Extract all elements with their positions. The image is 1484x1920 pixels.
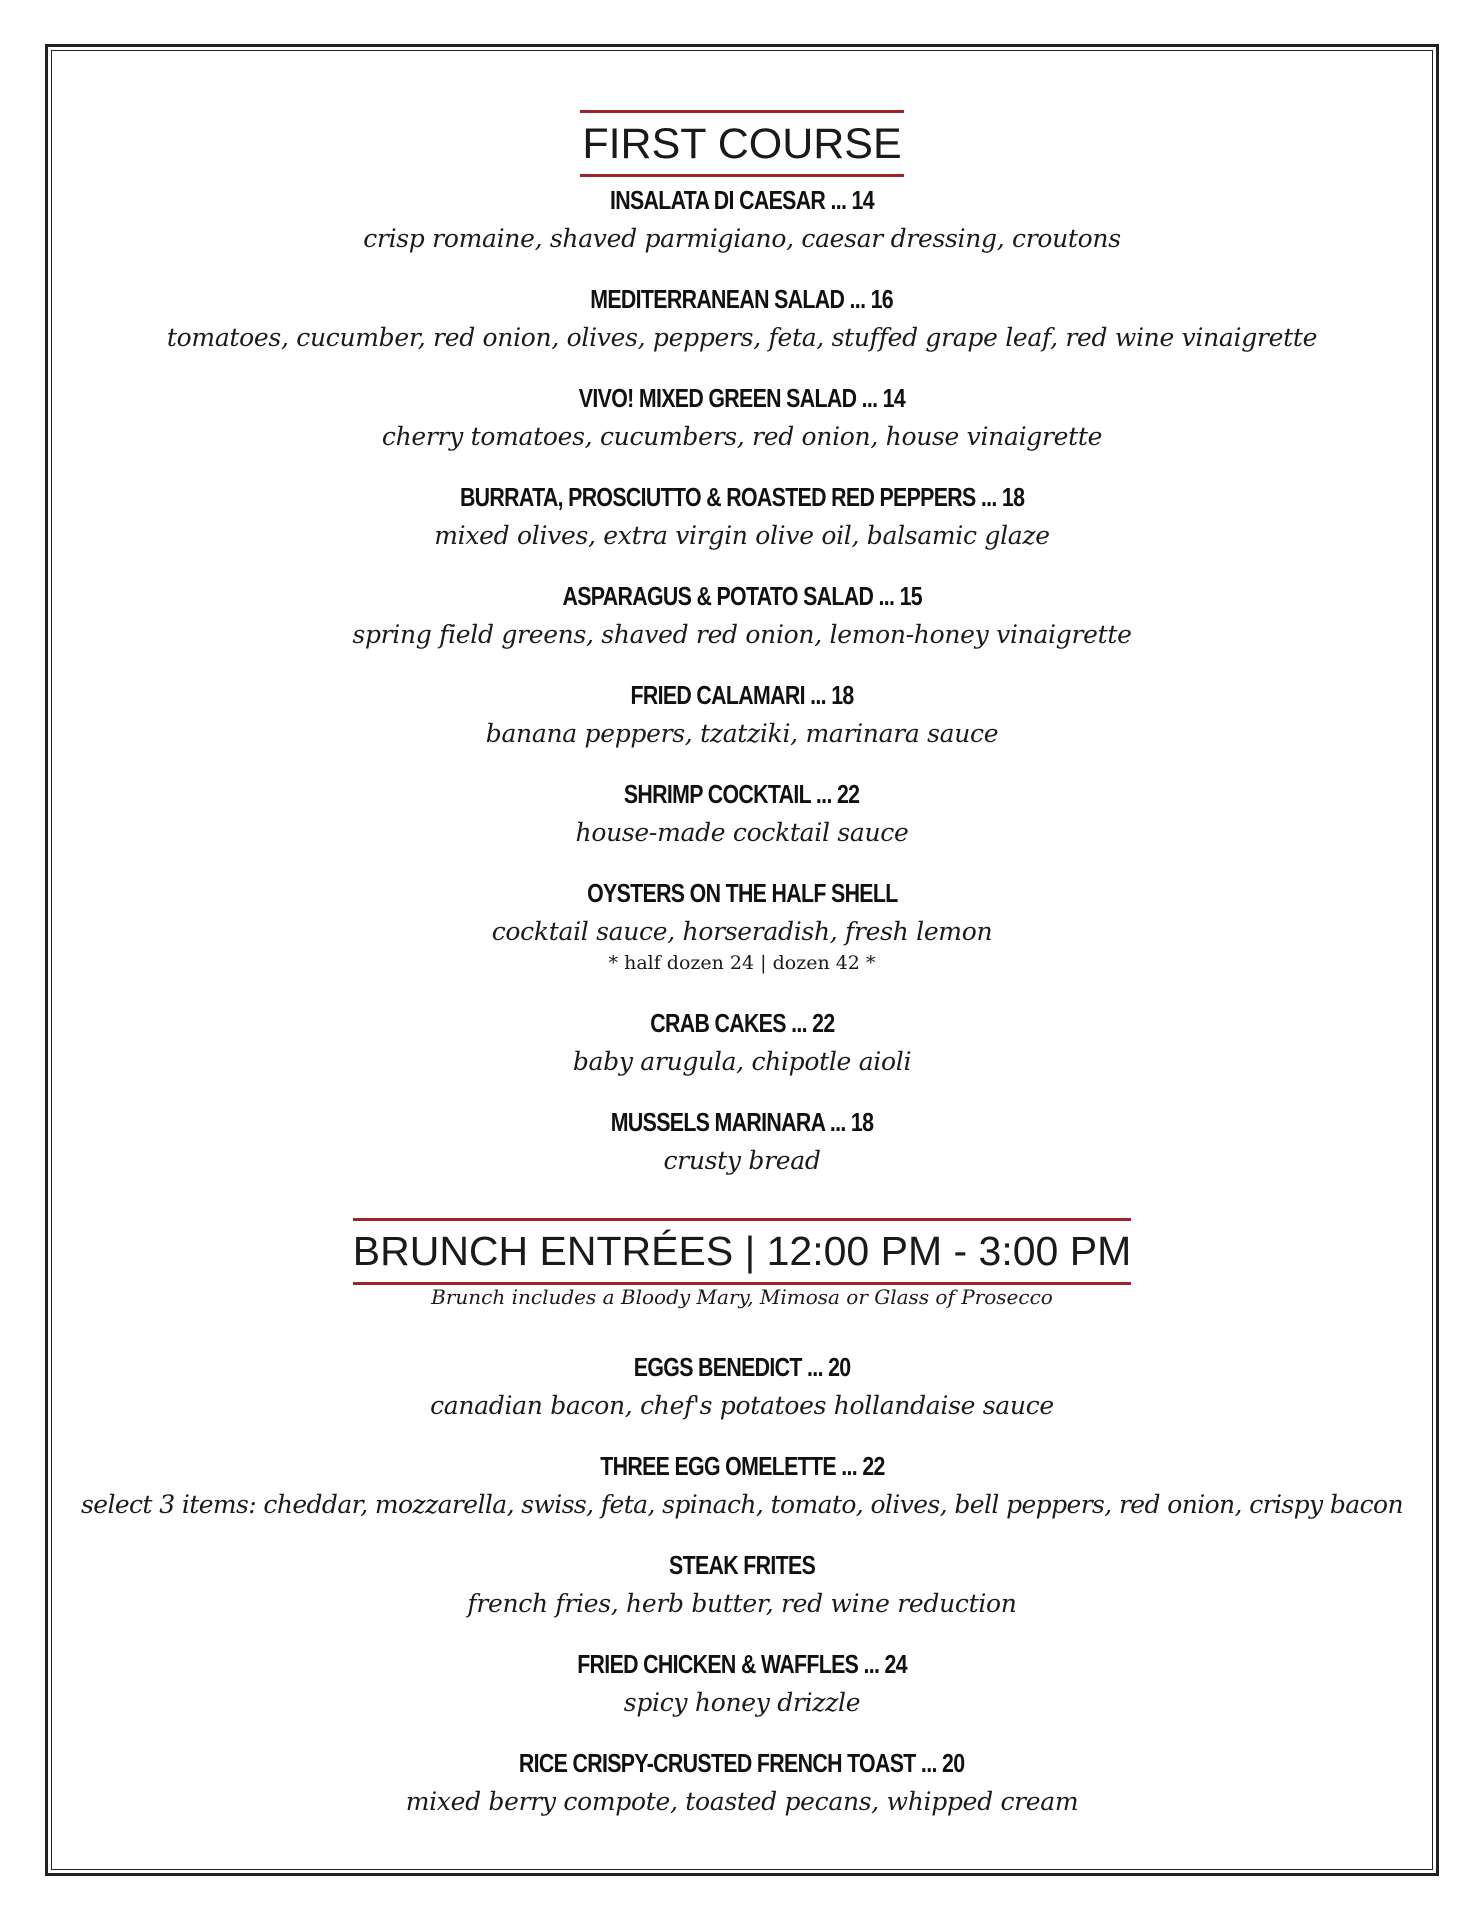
item-description: house-made cocktail sauce <box>575 818 909 847</box>
brunch-inclusion-note: Brunch includes a Bloody Mary, Mimosa or Glass of Prosecco <box>431 1285 1053 1309</box>
item-description: crisp romaine, shaved parmigiano, caesar dressing, croutons <box>363 224 1121 253</box>
menu-item <box>60 1450 1424 1522</box>
item-name: STEAK FRITES <box>668 1550 816 1580</box>
item-name: MEDITERRANEAN SALAD ... 16 <box>590 284 894 314</box>
item-description: crusty bread <box>663 1146 821 1175</box>
item-name: INSALATA DI CAESAR ... 14 <box>610 185 874 215</box>
item-description: banana peppers, tzatziki, marinara sauce <box>485 719 999 748</box>
menu-item <box>60 1747 1424 1819</box>
item-name: EGGS BENEDICT ... 20 <box>633 1352 851 1382</box>
menu-item <box>60 877 1424 975</box>
item-description: cherry tomatoes, cucumbers, red onion, house vinaigrette <box>381 422 1103 451</box>
item-name: CRAB CAKES ... 22 <box>649 1008 835 1038</box>
item-description: french fries, herb butter, red wine reduction <box>467 1589 1017 1618</box>
menu-item <box>60 1351 1424 1423</box>
item-description: baby arugula, chipotle aioli <box>572 1047 912 1076</box>
item-description: canadian bacon, chef's potatoes hollandaise sauce <box>430 1391 1054 1420</box>
item-name: THREE EGG OMELETTE ... 22 <box>599 1451 885 1481</box>
menu-item <box>60 481 1424 553</box>
menu-item <box>60 1648 1424 1720</box>
item-description: mixed olives, extra virgin olive oil, balsamic glaze <box>434 521 1050 550</box>
menu-item <box>60 1007 1424 1079</box>
menu-item <box>60 283 1424 355</box>
item-description: spicy honey drizzle <box>623 1688 861 1717</box>
item-price-note: * half dozen 24 | dozen 42 * <box>608 952 876 974</box>
item-name: FRIED CALAMARI ... 18 <box>630 680 854 710</box>
brunch-header <box>60 1218 1424 1285</box>
item-description: spring field greens, shaved red onion, lemon-honey vinaigrette <box>352 620 1132 649</box>
item-description: cocktail sauce, horseradish, fresh lemon <box>491 917 993 946</box>
first-course-header <box>60 110 1424 177</box>
item-name: OYSTERS ON THE HALF SHELL <box>586 878 898 908</box>
item-name: RICE CRISPY-CRUSTED FRENCH TOAST ... 20 <box>519 1748 965 1778</box>
menu-item <box>60 1106 1424 1178</box>
menu-item <box>60 679 1424 751</box>
item-description: select 3 items: cheddar, mozzarella, swiss, feta, spinach, tomato, olives, bell peppers, red onion, crispy bacon <box>81 1490 1403 1519</box>
item-name: SHRIMP COCKTAIL ... 22 <box>624 779 860 809</box>
item-name: FRIED CHICKEN & WAFFLES ... 24 <box>577 1649 907 1679</box>
item-description: tomatoes, cucumber, red onion, olives, peppers, feta, stuffed grape leaf, red wine vinaigrette <box>166 323 1318 352</box>
item-name: ASPARAGUS & POTATO SALAD ... 15 <box>562 581 922 611</box>
menu-item <box>60 184 1424 256</box>
item-name: BURRATA, PROSCIUTTO & ROASTED RED PEPPERS ... 18 <box>459 482 1025 512</box>
menu-item <box>60 778 1424 850</box>
item-name: VIVO! MIXED GREEN SALAD ... 14 <box>578 383 906 413</box>
brunch-title: BRUNCH ENTRÉES | 12:00 PM - 3:00 PM <box>353 1218 1131 1285</box>
menu-item <box>60 382 1424 454</box>
first-course-title: FIRST COURSE <box>580 110 903 177</box>
item-name: MUSSELS MARINARA ... 18 <box>610 1107 874 1137</box>
menu-item <box>60 580 1424 652</box>
item-description: mixed berry compote, toasted pecans, whipped cream <box>405 1787 1079 1816</box>
menu-item <box>60 1549 1424 1621</box>
